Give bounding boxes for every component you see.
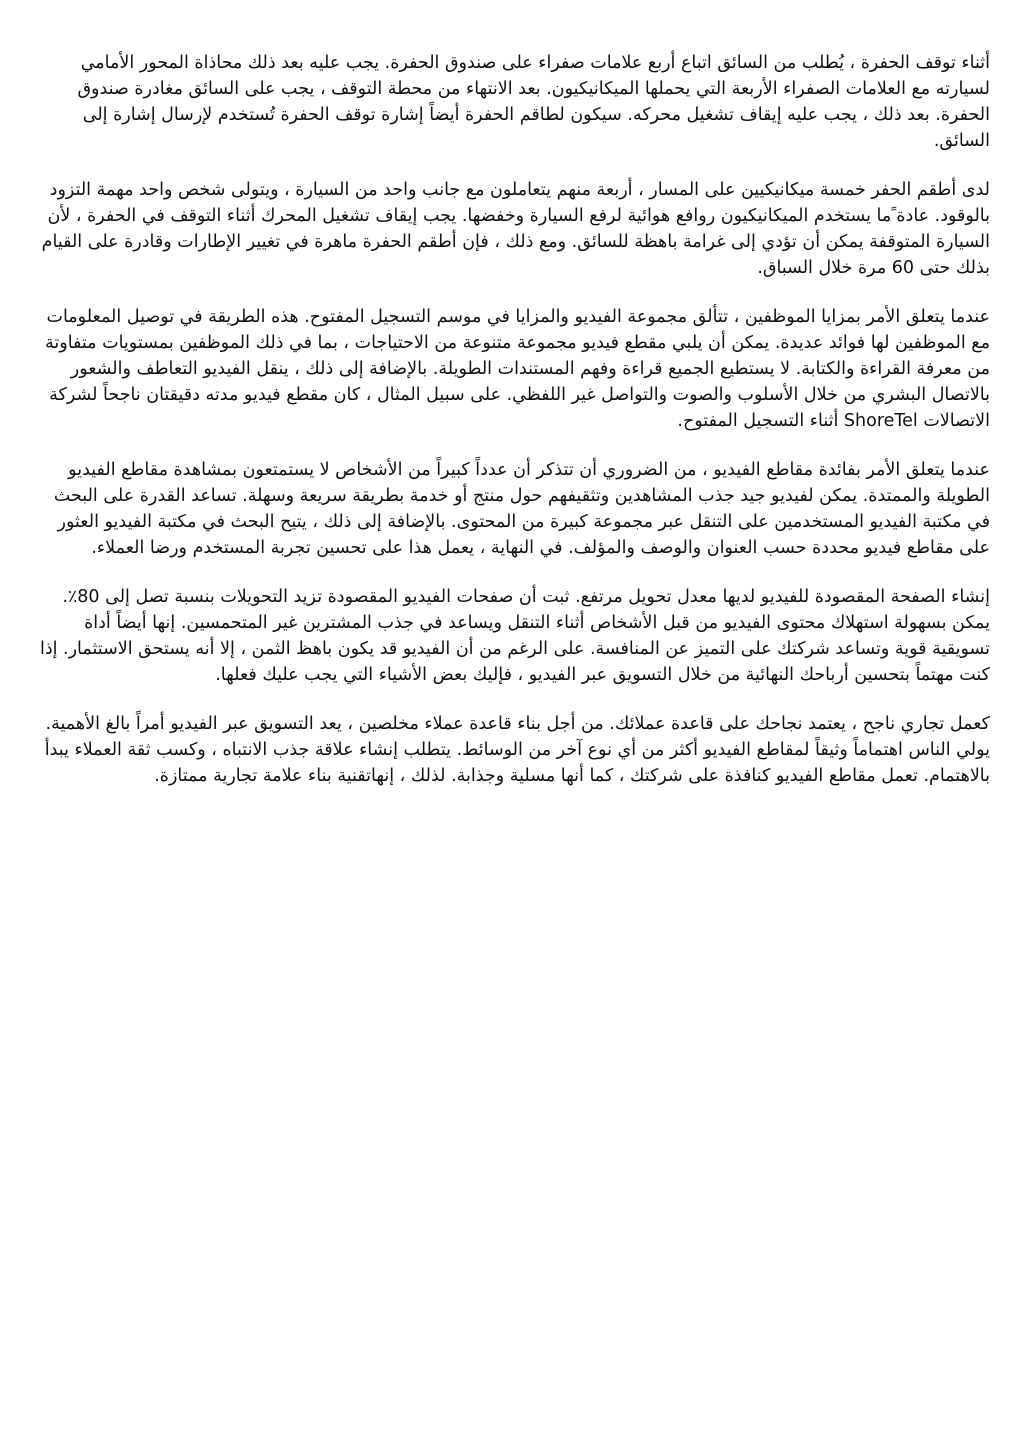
article-body (34, 50, 990, 789)
paragraph-pit-stop-procedure: أثناء توقف الحفرة ، يُطلب من السائق اتباع أربع علامات صفراء على صندوق الحفرة. يجب عليه بعد ذلك محاذاة المحور الأمامي لسيارته مع العلامات الصفراء الأربعة التي يحملها الميكانيكيون. بعد الانتهاء من محطة التوقف ، يجب على السائق مغادرة صندوق الحفرة. بعد ذلك ، يجب عليه إيقاف تشغيل محركه. سيكون لطاقم الحفرة أيضاً إشارة توقف الحفرة تُستخدم لإرسال إشارة إلى السائق. (77, 53, 990, 151)
paragraph-pit-crew: لدى أطقم الحفر خمسة ميكانيكيين على المسار ، أربعة منهم يتعاملون مع جانب واحد من السيارة ، ويتولى شخص واحد مهمة التزود بالوقود. عادة ًما يستخدم الميكانيكيون روافع هوائية لرفع السيارة وخفضها. يجب إيقاف تشغيل المحرك أثناء التوقف في الحفرة ، لأن السيارة المتوقفة يمكن أن تؤدي إلى غرامة باهظة للسائق. ومع ذلك ، فإن أطقم الحفرة ماهرة في تغيير الإطارات وقادرة على القيام بذلك حتى 60 مرة خلال السباق. (41, 180, 990, 278)
paragraph-video-marketing: كعمل تجاري ناجح ، يعتمد نجاحك على قاعدة عملائك. من أجل بناء قاعدة عملاء مخلصين ، يعد التسويق عبر الفيديو أمراً بالغ الأهمية. يولي الناس اهتماماً وثيقاً لمقاطع الفيديو أكثر من أي نوع آخر من الوسائط. يتطلب إنشاء علاقة جذب الانتباه ، وكسب ثقة العملاء يبدأ بالاهتمام. تعمل مقاطع الفيديو كنافذة على شركتك ، كما أنها مسلية وجذابة. لذلك ، إنهاتقنية بناء علامة تجارية ممتازة. (44, 714, 990, 786)
paragraph-video-landing-page: إنشاء الصفحة المقصودة للفيديو لديها معدل تحويل مرتفع. ثبت أن صفحات الفيديو المقصودة تزيد التحويلات بنسبة تصل إلى 80٪. يمكن بسهولة استهلاك محتوى الفيديو من قبل الأشخاص أثناء التنقل ويساعد في جذب المشترين غير المتحمسين. إنها أيضاً أداة تسويقية قوية وتساعد شركتك على التميز عن المنافسة. على الرغم من أن الفيديو قد يكون باهظ الثمن ، إلا أنه يستحق الاستثمار. إذا كنت مهتماً بتحسين أرباحك النهائية من خلال التسويق عبر الفيديو ، فإليك بعض الأشياء التي يجب عليك فعلها. (39, 587, 990, 685)
paragraph-employee-benefits-video: عندما يتعلق الأمر بمزايا الموظفين ، تتألق مجموعة الفيديو والمزايا في موسم التسجيل المفتوح. هذه الطريقة في توصيل المعلومات مع الموظفين لها فوائد عديدة. يمكن أن يلبي مقطع فيديو مجموعة متنوعة من الاحتياجات ، بما في ذلك الموظفين بمستويات متفاوتة من معرفة القراءة والكتابة. لا يستطيع الجميع قراءة وفهم المستندات الطويلة. بالإضافة إلى ذلك ، ينقل الفيديو التعاطف والشعور بالاتصال البشري من خلال الأسلوب والصوت والتواصل غير اللفظي. على سبيل المثال ، كان مقطع فيديو مدته دقيقتان ناجحاً لشركة الاتصالات ShoreTel أثناء التسجيل المفتوح. (45, 307, 990, 431)
paragraph-video-usefulness: عندما يتعلق الأمر بفائدة مقاطع الفيديو ، من الضروري أن تتذكر أن عدداً كبيراً من الأشخاص لا يستمتعون بمشاهدة مقاطع الفيديو الطويلة والممتدة. يمكن لفيديو جيد جذب المشاهدين وتثقيفهم حول منتج أو خدمة بطريقة سريعة وسهلة. تساعد القدرة على البحث في مكتبة الفيديو المستخدمين على التنقل عبر مجموعة كبيرة من المحتوى. بالإضافة إلى ذلك ، يتيح البحث في مكتبة الفيديو العثور على مقاطع فيديو محددة حسب العنوان والوصف والمؤلف. في النهاية ، يعمل هذا على تحسين تجربة المستخدم ورضا العملاء. (53, 460, 990, 558)
